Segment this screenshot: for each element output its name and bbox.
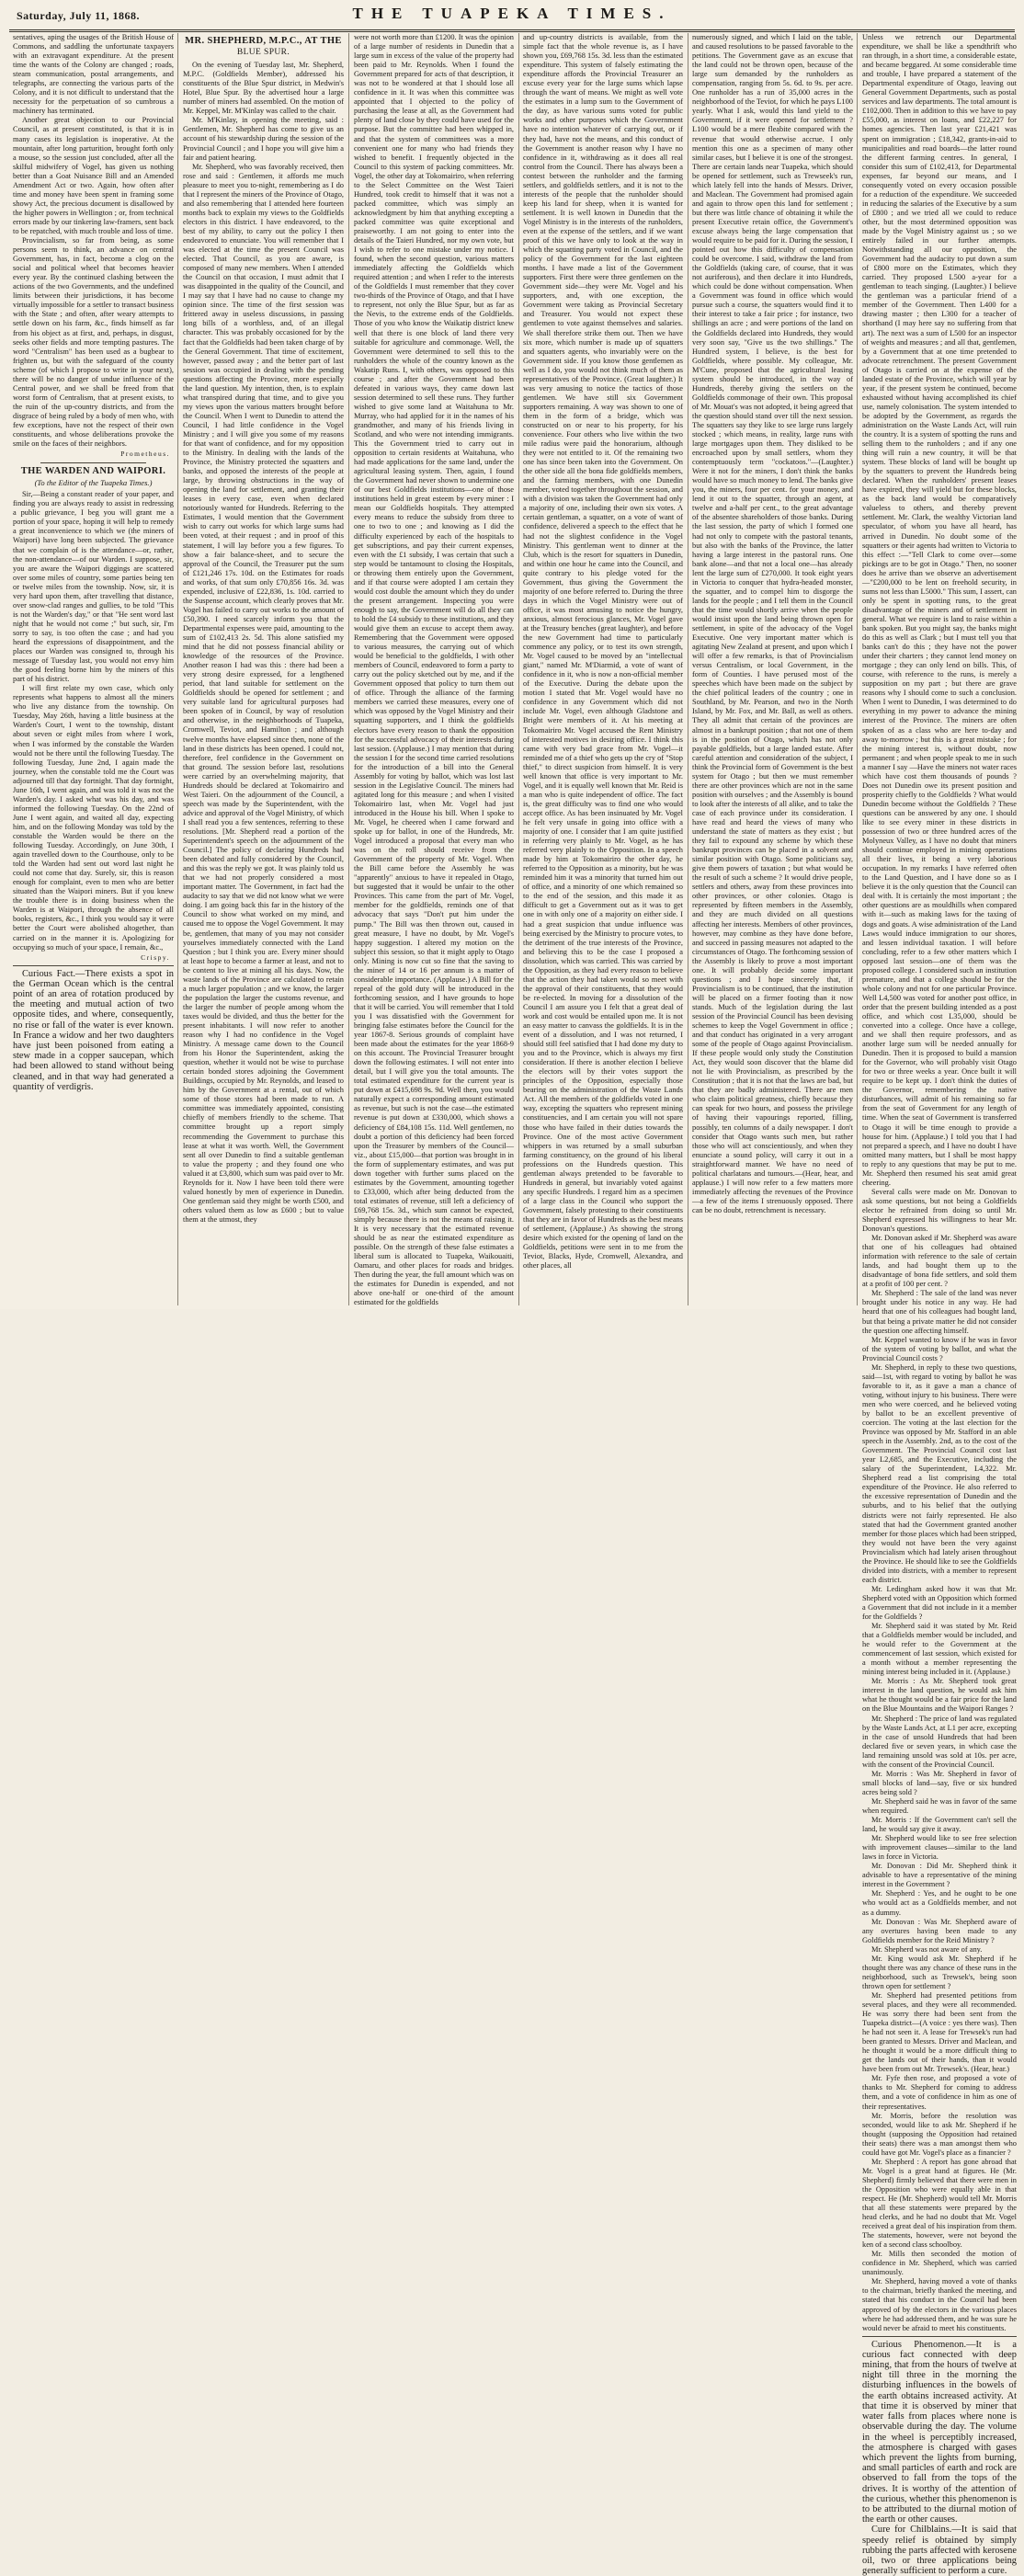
- article-paragraph: Mr. Mills then seconded the motion of confidence in Mr. Shepherd, which was carried unanimously.: [862, 2250, 1017, 2277]
- article-paragraph: Mr. Shepherd : The price of land was regulated by the Waste Lands Act, at L1 per acre, excepting in the case of unsold Hundreds that had been declared five or seven years, in which case the land remaining unsold was sold at 10s. per acre, with the consent of the Provincial Council.: [862, 1714, 1017, 1769]
- article-paragraph: Mr. Morris : Was Mr. Shepherd in favor of small blocks of land—say, five or six hundred acres being sold ?: [862, 1769, 1017, 1796]
- letter-subheading: (To the Editor of the Tuapeka Times.): [34, 478, 153, 488]
- article-paragraph: and up-country districts is available, from the simple fact that the whole revenue is, as I have shown you, £69,768 15s. 3d. less than the estimated expenditure. This system of falsely estimating the expenditure affords the Provincial Treasurer an excuse every year for the large sums which lapse through the want of means. We might as well vote the estimates in a lump sum to the Government of the day, as have various sums voted for public works and other purposes which the Government have no intention whatever of carrying out, or if they had, have not the means, and this conduct of the Government is another reason why I have no confidence in it, withdrawing as it does all real control from the Council. There has always been a contest between the runholder and the farming settlers, and goldfields settlers, and it is not to the interests of the people that the runholder should keep his land for sheep, when it is wanted for settlement. It is well known in Dunedin that the Vogel Ministry is in the interests of the runholders, even at the expense of the settlers, and if we want proof of this we have only to look at the way in which the squatting party voted in Council, and the policy of the Government for the last eighteen months. I have made a list of the Government supporters. First there were three gentlemen on the Government side—they were Mr. Vogel and his supporters, and, with one exception, the Government were taking as Provincial Secretary and Treasurer. You would not expect these gentlemen to vote against themselves and salaries. We shall therefore strike them out. Then we have six more, which number is made up of squatters and squatters agents, who invariably were on the Government side. If you know those gentlemen as well as I do, you would not think much of them as representatives of the Province. (Great laughter.) It was very amusing to notice the tactics of those gentlemen. We have still six Government supporters remaining. A way was shown to one of them in the form of a bridge, which was constructed on or near to his property, for his convenience. Four others who live within the two mile radius were paid the honorarium, although they were not entitled to it. Of the remaining two one has since been taken into the Government. On the other side all the bona fide goldfields members, and the farming members, with one Dunedin member, voted together throughout the session, and with a division was taken the Government had only a majority of one, including their own six votes. A certain gentleman, a squatter, on a vote of want of confidence, delivered a speech to the effect that he had not the slightest confidence in the Vogel Ministry. This gentleman went to dinner at the Club, which is the resort for squatters in Dunedin, and within one hour he came into the Council, and quite contrary to his pledge voted for the Government, thus giving the Government the majority of one before referred to. During the three days in which the Vogel Ministry were out of office, it was most amusing to notice the hungry, anxious, almost ferocious glances, Mr. Vogel gave at the Treasury benches (great laughter), and before the new Government had time to particularly commence any policy, or to test its own strength, Mr. Vogel caused to be moved by an "intellectual giant," named Mr. M'Diarmid, a vote of want of confidence in it, who is now a non-official member of the Executive. During the debate upon the motion I stated that Mr. Vogel would have no confidence in any Government which did not include Mr. Vogel, even although Gladstone and Bright were members of it. At his meeting at Tokomairiro Mr. Vogel accused the Rent Ministry of interested motives in desiring office. I think this came with very bad grace from Mr. Vogel—it reminded me of a thief who gets up the cry of "Stop thief," to direct suspicion from himself. It is very well known that office is very important to Mr. Vogel, and it is equally well known that Mr. Reid is a man who is quite independent of office. The fact is, the great difficulty was to find one who would accept office. As has been insinuated by Mr. Vogel he felt very unsafe in going into office with a majority of one. I consider that I am quite justified in referring very plainly to Mr. Vogel, as he has referred very plainly to the Opposition. In a speech made by him at Tokomairiro the other day, he referred to the Opposition as a minority, but he was reminded him it was a minority that turned him out of office, and a minority of one which remained so to the end of the session, and this made it as difficult to get a Government out as it was to get one in with only one of a majority on either side. I had a great suspicion that undue influence was being exercised by the Ministry to procure votes, to the detriment of the true interests of the Province, and believing this to be the case I proposed a dissolution, which was carried. This was carried by the Opposition, as they had every reason to believe that the action they had taken would so meet with the approval of their constituents, that they would be re-elected. In moving for a dissolution of the Council I am assure you I felt that a great deal of work and cost would be entailed upon me. It is not an easy matter to canvass the goldfields. It is in the event of a dissolution, and I was not returned, I should still feel satisfied that I had done my duty to you and to the Province, which is always my first consideration. If there is another election I believe the electors will by their votes support the principles of the Opposition, especially those bearing on the administration of the Waste Lands Act. All the members of the goldfields voted in one way, excepting the squatters who represent mining constituencies, and I am certain you will not spare those who have failed in their duties towards the Province. One of the most active Government whippers in was returned by a small suburban farming constituency, on the ground of his liberal professions on the Hundreds question. This gentleman always pretended to be favorable to Hundreds in general, but invariably voted against any specific Hundreds. I regard him as a specimen of a large class in the Council who support the Government, falsely protesting to their constituents that they are in favor of Hundreds as the best means of settlement, (Applause.) As showing the strong desire which existed for the opening of land on the Goldfields, petitions were sent in to me from the Teviot, Blacks, Hyde, Cromwell, Alexandra, and other places, all: [523, 33, 683, 1271]
- column-2: [183, 33, 344, 1305]
- column-3: [354, 33, 514, 1305]
- curious-fact-paragraph: Curious Fact.—There exists a spot in the German Ocean which is the central point of an area of rotation produced by the meeting and mutual action of two opposite tides, and where, consequently, no rise or fall of the water is ever known. In France a widow and her two daughters have just been poisoned from eating a stew made in a copper saucepan, which had been allowed to stand without being cleaned, and in that way had generated a quantity of verdigris.: [13, 968, 174, 1092]
- article-paragraph: sentatives, aping the usages of the British House of Commons, and saddling the unfortunate taxpayers with an extravagant expenditure. At the present time the wants of the Colony are changed ; roads, steam communication, postal arrangements, and telegraphs, are connecting the various parts of the Colony, and it is not difficult to understand that the necessity for the perpetuation of so cumbrous a machinery has terminated.: [13, 33, 174, 116]
- section-rule: [862, 2336, 1017, 2337]
- article-paragraph: were not worth more than £1200. It was the opinion of a large number of residents in Dunedin that a large sum in excess of the value of the property had been paid to Mr. Reynolds. When I found the Government prepared for acts of that description, it was not to be wondered at that I should lose all confidence in it. It was when this committee was appointed that I objected to the policy of purchasing the lease at all, as the Government had plenty of land close by they could have used for the purpose. But the committee had been whipped in, and that the system of committees was a more convenient one for many who had friends they wished to benefit. I frequently objected in the Council to this system of packing committees. Mr. Vogel, the other day at Tokomairiro, when referring to the Select Committee on the West Taieri Hundred, took credit to himself that it was not a packed committee, which was simply an acknowledgment by him that anything excepting a packed committee was quite exceptional and praiseworthy. I am not going to enter into the details of the Taieri Hundred, nor my own vote, but I wish to refer to one mistake under my notice. I found, when the second question, various matters immediately affecting the Goldfields which required attention ; and when I refer to the interests of the Goldfields I must remember that they cover two-thirds of the Province of Otago, and that I have to represent, not only the Blue Spur, but as far as the Nevis, to the extreme ends of the Goldfields. Those of you who know the Waikatip district knew well that there is one block of land there very suitable for agriculture and commonage. Well, the Government were determined to sell this to the runholders the whole of the country known as the Wakatip Runs. I, with others, was opposed to this course ; and after the Government had been defeated in various ways, they came down last session determined to sell these runs. They further wished to give some land at Waitahuna to Mr. Murray, who had applied for it in the names of his grandmother, and many of his friends living in Scotland, and who were not intending immigrants. This the Government tried to carry out in opposition to certain residents at Waitahuna, who had made applications for the same land, under the agricultural leasing system. Then, again, I found the Government had never shown to undermine one of our best Goldfields institutions—one of those institutions held in great esteem by every miner : I mean our Goldfields hospitals. They attempted every means to reduce the subsidy from three to one to two to one ; and knowing as I did the difficulty experienced by each of the hospitals to get subscriptions, and pay their current expenses, even with the £1 subsidy, I was certain that such a step would be tantamount to closing the Hospitals, or throwing them entirely upon the Government, and if that course were adopted I am certain they would cost double the amount which they do under the present arrangement. Inspecting you were enough to say, the Government will do all they can to hold the £4 subsidy to these institutions, and they would give them an excuse to accept them away. Remembering that the Government were opposed to various measures, the carrying out of which would be beneficial to the goldfields, I with other members of Council, endeavored to form a party to carry out the policy sketched out by me, and if the Government opposed that policy to turn them out of office. Through the alliance of the farming members we carried these measures, every one of which was opposed by the Vogel Ministry and their squatting supporters, and I think the goldfields electors have every reason to thank the opposition for the successful advocacy of their interests during last session. (Applause.) I may mention that during the session I for the second time carried resolutions for the introduction of a bill into the General Assembly for voting by ballot, which was lost last session in the Legislative Council. The miners had agitated long for this measure ; and when I visited Tokomairiro last, when Mr. Vogel had just introduced in the House his bill. When I spoke to Mr. Vogel, he cheered when I came forward and spoke up for ballot, in one of the Hundreds, Mr. Vogel introduced a proposal that every man who was on the roll should receive from the Government of the property of Mr. Vogel. When the Bill came before the Assembly he was "apparently" anxious to have it repealed in Otago, but suggested that it would be unfair to the other Provinces. This came from the part of Mr. Vogel, member for the goldfields, reminds one of that advocacy that says "Don't put him under the pump." The Bill was then thrown out, caused in great measure, I have no doubt, by Mr. Vogel's happy suggestion. I altered my motion on the subject this session, so that it might apply to Otago only. Mining is now cut so fine that the saving to the miner of 14 or 16 per annum is a matter of considerable importance. (Applause.) A Bill for the repeal of the gold duty will be introduced in the forthcoming session, and I have grounds to hope that it will be carried. You will remember that I told you I was dissatisfied with the Government for bringing false estimates before the Council for the year 1867-8. Serious grounds of complaint have been made about the estimates for the year 1868-9 on this account. The Provincial Treasurer brought down the following estimates. I will not enter into detail, but I will give you the total amounts. The total estimated expenditure for the current year is put down at £415,698 9s. 9d. Well then, you would naturally expect a corresponding amount estimated as revenue, but such is not the case—the estimated revenue is put down at £330,000, which shows a deficiency of £84,108 15s. 11d. Well gentlemen, no doubt a portion of this deficiency had been forced upon the Treasurer by members of the Council—viz., about £15,000—that portion was brought in in the form of supplementary estimates, and was put down together with further sums placed on the estimates by the Government, amounting together to £33,000, which after being deducted from the total estimates of revenue, still left a deficiency of £69,768 15s. 3d., which sum cannot be expected, simply because there is not the means of raising it. It is very necessary that the estimated revenue should be as near the estimated expenditure as possible. On the strength of these false estimates a liberal sum is allocated to Tuapeka, Waikouaiti, Oamaru, and other places for roads and bridges. Then during the year, the full amount which was on the estimates for Dunedin is expended, and not above one-half or one-third of the amount estimated for the goldfields: [354, 33, 515, 1307]
- column-divider: [177, 33, 178, 1305]
- section-rule: [13, 965, 174, 966]
- article-paragraph: Mr. Morris, before the resolution was seconded, would like to ask Mr. Shepherd if he thought (supposing the Opposition had retained their seats) there was a man amongst them who could have got Mr. Vogel's place as a financier ?: [862, 2111, 1017, 2157]
- letter-signature: Crispy.: [141, 952, 170, 962]
- article-paragraph: Mr. Shepherd, who was favorably received, then rose and said : Gentlemen, it affords me much pleasure to meet you to-night, remembering as I do that I represent the miners of the Province of Otago, and also remembering that I attended here fourteen months back to explain my views to the Goldfields electors in this district. I have endeavored, to the best of my ability, to carry out the policy I then endeavored to enunciate. You will remember that I was elected at the time the present Council was elected. That Council, as you are aware, is composed of many new members. When I attended the Council on that occasion, I must admit that I was disappointed in the quality of the Council, and I may say that I have had no cause to change my opinion since. The time of the first session was frittered away in useless discussions, in passing long bills of a worthless, and, of an illegal character. This was probably occasioned for by the fact that the Goldfields had been taken charge of by the General Government. That time of excitement, however, passed away ; and the better part of last session was occupied in dealing with the pending questions affecting the Province, more especially the land question. My intention, then, is to explain what transpired during that time, and to give you my views upon the various matters brought before the Council. When I went to Dunedin to attend the Council, I had little confidence in the Vogel Ministry ; and I will give you some of my reasons for that want of confidence, and for my opposition to the Ministry. In dealing with the lands of the Province, the Ministry protected the squatters and banks, and opposed the interests of the people at large, by throwing obstructions in the way of opening the land for settlement, and granting their leases in every case, even when declared notoriously wanted for Hundreds. Referring to the Estimates, I would mention that the Government wish to carry out works for which large sums had been voted, at their request ; and in proof of this statement, I will lay before you a few figures. To show a fair balance-sheet, and to secure the approval of the Council, the Treasurer put the sum of £121,246 17s. 10d. on the Estimates for roads and works, of that sum only £70,856 16s. 3d. was expended, inclusive of £22,836, 1s. 10d. carried to the Suspense account, which clearly proves that Mr. Vogel has failed to carry out works to the amount of £50,390. I need scarcely inform you that the Departmental expenses were paid, amounting to the sum of £102,413 2s. 5d. This alone satisfied my mind that he did not possess financial ability or knowledge of the resources of the Province. Another reason I had was this : there had been a very strong desire expressed, for a lengthened period, that land suitable for settlement on the Goldfields should be opened for settlement ; and very suitable land for agricultural purposes had been spoken of in Council, by way of resolution and otherwise, in the neighborhoods of Tuapeka, Cromwell, Teviot, and Hamilton ; and although twelve months have elapsed since then, none of the land in these districts has been opened. I could not, therefore, feel confidence in the Government on that ground. The session before last, resolutions were carried by an overwhelming majority, that Hundreds should be declared at Tokomairiro and West Taieri. On the adjournment of the Council, a speech was made by the Superintendent, with the advice and approval of the Vogel Ministry, of which I shall read you a few sentences, referring to these resolutions. [Mr. Shepherd read a portion of the Superintendent's speech on the adjournment of the Council.] The policy of declaring Hundreds had been debated and fully considered by the Council, and this was the reply we got. It was plainly told us that we had not properly considered a most important matter. The Government, in fact had the audacity to say that we did not know what we were doing. I am going back this far in the history of the Council to show what worked on my mind, and caused me to oppose the Vogel Government. It may be, gentlemen, that many of you may not consider yourselves immediately connected with the Land Question ; but I think you are. Every miner should at least hope to become a farmer at least, and not to be content to live at mining all his days. Now, the waste lands of the Province are calculated to retain a much larger population ; and we know, the larger the population the larger the customs revenue, and the larger the number of people among whom the taxes would be divided, and thus the better for the present inhabitants. I will now refer to another reason why I had no confidence in the Vogel Ministry. A message came down to the Council from his Honor the Superintendent, asking the question, whether it would not be wise to purchase certain bonded stores adjoining the Government Buildings, occupied by Mr. Reynolds, and leased to him by the Government at a rental, out of which some of those stores had been made to run. A committee was immediately appointed, consisting chiefly of members friendly to the scheme. That committee brought up a report simply recommending the Government to purchase this lease at what it was worth. Well, the Government sent all over Dunedin to find a suitable gentleman to value the property ; and they found one who valued it at £3,800, which sum was paid over to Mr. Reynolds for it. Now I have been told there were valued honestly by men of experience in Dunedin. One gentleman said they might be worth £500, and others valued them as low as £600 ; but to value them at the utmost, they: [183, 162, 344, 1224]
- masthead: [9, 2, 1015, 30]
- article-paragraph: Another great objection to our Provincial Council, as at present constituted, is that it is in many cases its legislation is inoperative. At the mountain, after long parturition, brought forth only a mouse, so the session just concluded, after all the skilful midwifery of Vogel, has given us nothing better than a Goat Nuisance Bill and an Amended Amendment Act or two. Again, how often after time and money have been spent in framing some showy Act, the precious document is disallowed by the higher powers in Wellington ; or, from technical errors made by our tinkering law-framers, sent back to be repatched, with much trouble and loss of time.: [13, 116, 174, 235]
- column-5: [692, 33, 853, 1305]
- article-paragraph: Mr. Shepherd : Yes, and he ought to be one who would act as a Goldfields member, and not as a dummy.: [862, 1889, 1017, 1917]
- article-paragraph: On the evening of Tuesday last, Mr. Shepherd, M.P.C. (Goldfields Member), addressed his constituents of the Blue Spur district, in Medwin's Hotel, Blue Spur. By the advertised hour a large number of miners had assembled. On the motion of Mr. Keppel, Mr. M'Kinlay was called to the chair.: [183, 61, 344, 116]
- article-paragraph: Mr. Shepherd : A report has gone abroad that Mr. Vogel is a great hand at figures. He (Mr. Shepherd) firmly believed that there were men in the Opposition who were equally able in that respect. He (Mr. Shepherd) would tell Mr. Morris that all these statements were prepared by the head clerks, and he had no doubt that Mr. Vogel received a great deal of his inspiration from them. The statements, however, were not beyond the ken of a second class schoolboy.: [862, 2157, 1017, 2250]
- chilblains-cure-paragraph: Cure for Chilblains.—It is said that speedy relief is obtained by simply rubbing the parts affected with kerosene oil, two or three applications being generally sufficient to perform a cure.: [862, 2525, 1017, 2576]
- article-paragraph: Mr. Donovan : Did Mr. Shepherd think it advisable to have a representative of the mining interest in the Government ?: [862, 1862, 1017, 1889]
- article-paragraph: Mr. Fyfe then rose, and proposed a vote of thanks to Mr. Shepherd for coming to address them, and a vote of confidence in him as one of their representatives.: [862, 2074, 1017, 2111]
- article-paragraph: Mr. Shepherd, having moved a vote of thanks to the chairman, briefly thanked the meeting, and stated that his conduct in the Council had been approved of by the electors in the various places where he had addressed them, and he was sure he would never be afraid to meet his constituents.: [862, 2277, 1017, 2332]
- column-1: [13, 33, 174, 1305]
- article-paragraph: Mr. King would ask Mr. Shepherd if he thought there was any chance of these runs in the neighborhood, such as Trewsek's, being soon thrown open for settlement ?: [862, 1954, 1017, 1990]
- masthead-double-rule: [9, 31, 1015, 32]
- column-4: [523, 33, 683, 1305]
- article-paragraph: Mr. Shepherd : The sale of the land was never brought under his notice in any way. He had heard that one of his colleagues had bought land, but that being a private matter he did not consider the question one affecting himself.: [862, 1289, 1017, 1335]
- article-paragraph: Mr. Shepherd said it was stated by Mr. Reid that a Goldfields member would be included, and he would refer to the Government at the commencement of last session, which existed for a month without a member representing the mining interest being included in it. (Applause.): [862, 1622, 1017, 1677]
- column-divider: [348, 33, 349, 1305]
- article-paragraph: Mr. Keppel wanted to know if he was in favor of the system of voting by ballot, and what the Provincial Council costs ?: [862, 1335, 1017, 1362]
- article-paragraph: Mr. Shepherd had presented petitions from several places, and they were all recommended. He was sorry there had been sent from the Tuapeka district—(A voice : yes there was). Then he had not seen it. A lease for Trewsek's run had been granted to Messrs. Driver and Maclean, and he thought it would be a more difficult thing to get the lands out of their hands, than it would have been from out Mr. Trewsek's. (Hear, hear.): [862, 1990, 1017, 2074]
- letter-paragraph: Sir,—Being a constant reader of your paper, and finding you are always ready to assist in redressing a public grievance, I beg you will grant me a portion of your space, hoping it will help to remedy a great inconvenience to which we (the miners of Waipori) have long been subjected. The grievance that we complain of is the attendance—or, rather, the non-attendance—of our Warden. I suppose, sir, you are aware the Waipori diggings are scattered over some miles of country, some parties being ten or twelve miles from the township. Now, sir, it is very hard upon them, after travelling that distance, over snow-clad ranges and gullies, to be told "This is not the Warden's day," or that "He sent word last night that he would not come ;" but such, sir, I'm sorry to say, is too often the case ; and had you heard the expressions of disappointment, and the places our Warden was consigned to, through his message of Tuesday last, you would not envy him the good feeling borne him by the miners of this part of his district.: [13, 490, 174, 684]
- article-headline: MR. SHEPHERD, M.P.C., AT THE: [185, 36, 342, 46]
- article-paragraph: Mr. Shepherd said he was in favor of the same when required.: [862, 1796, 1017, 1815]
- column-6: [862, 33, 1017, 2576]
- article-paragraph: Mr. Morris : As Mr. Shepherd took great interest in the land question, he would ask him what he thought would be a fair price for the land on the Blue Mountains and the Waipori Ranges ?: [862, 1677, 1017, 1714]
- article-paragraph: Several calls were made on Mr. Donovan to ask some questions, but not being a Goldfields elector he refrained from doing so until Mr. Shepherd expressed his willingness to hear Mr. Donovan's questions.: [862, 1187, 1017, 1234]
- column-divider: [857, 33, 858, 1305]
- article-paragraph: numerously signed, and which I laid on the table, and caused resolutions to be passed favorable to the petitions. The Government gave as an excuse that the land could not be thrown open, because of the large sum demanded by the runholders as compensation, ranging from 5s. 6d. to 9s. per acre. One runholder has a run of 35,000 acres in the neighborhood of the Teviot, for which he pays L100 yearly. What I ask, would this land yield to the Government, if it were opened for settlement ? L100 would be a mere fleabite compared with the revenue that would otherwise accrue. I only mention this one as a specimen of many other similar cases, but I believe it is one of the strongest. There are certain lands near Tuapeka, which should be opened for settlement, such as Trewseek's run, which lately fell into the hands of Messrs. Driver, and Maclean. The Government had promised again and again to throw open this land for settlement ; but there was little chance of obtaining it while the present Executive retain office, the Government's excuse always being the large compensation that would require to be paid for it. During the session, I pointed out how this difficulty of compensation could be overcome. I said, withdraw the land from the Goldfields (taking care, of course, that it was not auriferous), and then declare it into Hundreds, which could be done without compensation. When a Government was found in office which would pursue such a course, the squatters would find it to their interest to take a fair price ; for instance, two shillings an acre ; and were portions of the land on the Goldfields declared into Hundreds, they would very soon say, "Give us the two shillings." The Hundred system, I believe, is the best for Goldfields, where possible. My colleague, Mr. M'Cune, proposed that the agricultural leasing system should be introduced, in the way of Hundreds, thereby giving the settlers on the Goldfields commonage of their own. This proposal of Mr. Mouat's was not adopted, it being agreed that the question should stand over till the next session. The squatters say they like to see large runs largely stocked ; which means, in reality, large runs with large mortgages upon them. They disliked to be encroached upon by small settlers, whom they contemptuously term "cockatoos."—(Laughter.) Were it not for the miners, I don't think the banks would have so much money to lend. The banks give you, the miners, four per cent. for your money, and lend it out to the squatter, through an agent, at twelve and a-half per cent., to the great advantage of the absentee shareholders of those banks. During the last session, the party of which I formed one had not only to compete with the pastoral tenants, but also with the banks of the Province, the latter having a large interest in the pastoral runs. One bank alone—and that not a local one—has already lent the large sum of £270,000. It took eight years in Victoria to conquer that hydra-headed monster, the squatter, and to compel him to disgorge the lands for the people ; and I tell them in the Council that the time would shortly arrive when the people would insist upon the land being thrown open for settlement, in spite of the advocacy of the Vogel Executive. One very important matter which is agitating New Zealand at present, and upon which I will offer a few remarks, is that of Provincialism versus Centralism, or local Government, in the form of Counties. I have perused most of the speeches which have been made on the subject by the chief political leaders of the country ; one in Southland, by Mr. Pearson, and two in the North Island, by Mr. Fox, and Mr. Ball, as well as others. They all admit that certain of the provinces are almost in a bankrupt position ; that not one of them is in the position of Otago, which has not only payable goldfields, but a large landed estate. After careful attention and consideration of the subject, I think the Provincial form of Government is the best system for Otago ; but then we must remember there are other provinces which are not in the same position with ourselves ; and the Assembly is bound to look after the interests of all alike, and to take the case of each province under its consideration. I have read and heard the views of many who understand the state of matters as they exist ; but they fail to expound any scheme by which these bankrupt provinces can be placed in a solvent and similar position with Otago. Some politicians say, give them powers of taxation ; but what would be the result of such a scheme ? It would drive people, settlers and others, away from these provinces into other provinces, or other colonies. Otago is represented by fifteen members in the Assembly, and they are much divided on all questions affecting her interests. Members of other provinces, however, may combine as they have done before, and succeed in passing measures not adapted to the circumstances of Otago. The forthcoming session of the Assembly is likely to prove a most important one. It will probably decide some important questions ; and I hope sincerely that, if Provincialism is to be continued, that the institution will be placed on a firmer footing than it now stands. Much of the legislation during the last session of the Provincial Council has been devising schemes to keep the Vogel Government in office ; and that conduct has originated in a very arrogant some of the people of Otago against Provincialism. If these people would only study the Constitution Act, they would soon discover that the blame did not lie with Provincialism, as prescribed by the Constitution ; that it is not that the laws are bad, but that they are badly administered. There are men who claim political greatness, chiefly because they can speak for two hours, and possess the privilege of having their vapourings reported, filling, possibly, ten columns of a daily newspaper. I don't consider that Otago wants such men, but rather those who will act conscientiously, and when they enunciate a sound policy, will carry it out in a straightforward manner. We have no need of political charlatans and tumours.—(Hear, hear, and applause.) I will now refer to a few matters more immediately affecting the revenues of the Province—a few of the items I strenuously opposed. There can be no doubt, retrenchment is necessary.: [692, 33, 853, 1214]
- column-divider: [518, 33, 519, 1305]
- article-paragraph: Mr. Ledingham asked how it was that Mr. Shepherd voted with an Opposition which formed a Government that did not include in it a member for the Goldfields ?: [862, 1584, 1017, 1622]
- article-headline-line-2: BLUE SPUR.: [236, 48, 290, 58]
- article-paragraph: Mr. Donovan : Was Mr. Shepherd aware of any overtures having been made to any Goldfields member for the Reid Ministry ?: [862, 1917, 1017, 1944]
- letter-paragraph: I will first relate my own case, which only represents what happens to almost all the miners who live any distance from the township. On Tuesday, May 26th, having a little business at the Warden's Court, I went to the township, distant about seven or eight miles from where I work, when I was informed by the constable the Warden would not be there until the following Tuesday. The following Tuesday, June 2nd, I again made the journey, when the constable told me the Court was adjourned till that day fortnight. That day fortnight, June 16th, I went again, and was told it was not the Warden's day. I asked what was his day, and was informed the following Tuesday. On the 22nd of June I went again, and waited all day, expecting him, and on the following Monday was told by the constable the Warden would be there on the following Tuesday. Accordingly, on June 30th, I again travelled down to the Courthouse, only to be told the Warden had sent out word last night he could not come that day. Surely, sir, this is reason enough for complaint, even to men who are better situated than the Waipori miners. But if you knew the trouble there is in doing business when the Warden is at Waipori, through the absence of all books, registers, &c., I think you would say it were better the Court were abolished altogether, than carried on in the manner it is. Apologizing for occupying so much of your space, I remain, &c.,: [13, 684, 174, 952]
- article-paragraph: Mr. M'Kinlay, in opening the meeting, said : Gentlemen, Mr. Shepherd has come to give us an account of his stewardship during the session of the Provincial Council ; and I hope you will give him a fair and patient hearing.: [183, 116, 344, 162]
- issue-date: Saturday, July 11, 1868.: [17, 9, 141, 22]
- section-rule: [40, 462, 146, 463]
- letter-headline: THE WARDEN AND WAIPORI.: [20, 466, 166, 477]
- article-paragraph: Mr. Shepherd would like to see free selection with improvement clauses—similar to the land laws in force in Victoria.: [862, 1834, 1017, 1862]
- letter-signature: Prometheus.: [120, 450, 170, 459]
- article-paragraph: Mr. Donovan asked if Mr. Shepherd was aware that one of his colleagues had obtained information with reference to the sale of certain lands, and had bought them up to the disadvantage of bona fide settlers, and sold them at a profit of 100 per cent. ?: [862, 1234, 1017, 1289]
- article-paragraph: Mr. Morris : If the Government can't sell the land, he would say give it away.: [862, 1816, 1017, 1834]
- article-paragraph: Mr. Shepherd was not aware of any.: [871, 1944, 983, 1954]
- article-paragraph: Unless we retrench our Departmental expenditure, we shall be like a spendthrift who ran through, in a short time, a considerable estate, and became beggared. At some considerable time and trouble, I have prepared a statement of the Departmental expenditure of Otago, leaving out General Government Departments, such as postal services and law departments. The total amount is £102,000. Then in addition to this we have to pay £55,000, as interest on loans, and £22,227 for homes agencies. Then last year £21,421 was spent on immigration ; £18,342, grants-in-aid to municipalities and road boards—the latter round the different farming centres. In general, I consider this sum of £102,413, for Departmental expenses, far beyond our means, and I consequently voted on every occasion possible for a reduction of the expenditure. We succeeded in reducing the salaries of the Executive by a sum of £800 ; and we tried all we could to reduce other, but the most determined opposition was made by the Vogel Ministry against us ; so we entirely failed in our further attempts. Notwithstanding all our opposition, the Government had the audacity to put down a sum of £800 more on the Estimates, which they carried. They proposed L500 a-year for a gentleman to teach singing. (Laughter.) I believe the gentleman was a particular friend of a member of the Government. Then L400 for a drawing master ; then L300 for a teacher of shorthand (I may here say no suffering from that art). The next was a sum of L500 for an inspector of weights and measures ; and all that, gentlemen, by a Government that at one time pretended to advocate retrenchment. The present Government of Otago is carried on at the expense of the landed estate of the Province, which will year by year, if the present system be continued, become exhausted without having accomplished its chief use, namely colonisation. The system intended to be adopted by the Government, as regards the administration on the Waste Lands Act, will ruin the country. It is a system of spotting the runs and selling them to the runholders ; and if any one thing will ruin a new country, it will be that system. These blocks of land will be bought up by the squatters to prevent the Hundreds being declared. When the runholders' present leases have expired, they will yield but for these blocks, as the back land would be comparatively valueless to others, and thereby prevent settlement. Mr. Clark, the wealthy Victorian land speculator, of whom you have all heard, has arrived in Dunedin. No doubt some of the squatters or their agents had written to Victoria to this effect :—"Tell Clark to come over—some pickings are to be got in Otago." Then, no sooner does he arrive than we observe an advertisement —"£200,000 to be lent on freehold security, in sums not less than L5000." This sum, I assert, can only be spent in spotting runs, to the great disadvantage of the miners and of settlement in general. What we require is land to raise within a bank spoken. But you might say, the banks might do this as well as Clark ; but I must tell you that banks can't do this ; they have not the power under their charters ; they cannot lend money on mortgage ; they can only lend on bills. This, of course, with reference to the runs, is merely a supposition on my part ; but there are grave reasons why I should come to such a conclusion. When I went to Dunedin, I was determined to do everything in my power to advance the mining interest of the Province. The miners are often spoken of as a class who are here to-day and away to-morrow ; but this is a great mistake ; for the mining interest is, without doubt, now permanent ; and when people speak to me in such a manner I say —Have the miners not water races which have cost them thousands of pounds ? Does not Dunedin owe its present position and prosperity chiefly to the Goldfields ? What would Dunedin become without the Goldfields ? These questions can be answered by any one. I should like to see every miner in these districts in possession of two or three hundred acres of the Molyneux Valley, as I have no doubt that miners should continue employed in mining operations all their lives, it being a very laborious occupation. In my remarks I have referred often to the Land Question, and I have done so as I believe it is the only question that the Council can deal with. It is certainly the most important ; the other questions are as mouldhills when compared with it—such as making laws for the taxing of dogs and goats. A wise administration of the Land Laws would induce immigration to our shores, and lessen individual taxation. I will before concluding, refer to a few other matters which I opposed last session—one of them was the proposed college. I considered such an institution premature, and that a college should be for the whole colony and not for one particular Province. Well L4,500 was voted for another post office, in order that the present building intended as a post office, and which cost L35,000, should be converted into a college. Once have a college, and we shall then require professors, and as another large sum will be needed annually for Dunedin. Then it is proposed to build a mansion for the Governor, who will probably visit Otago for two or three weeks a year. Once built it will require to be kept up. I don't think the duties of the Governor, remembering the native disturbances, will admit of his remaining so far from the seat of Government for any length of time. When the seat of Government is transferred to Otago it will be time enough to provide a house for him. (Applause.) I told you that I had not prepared a speech, and I have no doubt I have omitted many matters, but I shall be most happy to reply to any questions that may be put to me. Mr. Shepherd then resumed his seat amid great cheering.: [862, 33, 1017, 1187]
- newspaper-title: THE TUAPEKA TIMES.: [352, 5, 672, 22]
- article-paragraph: Provincialism, so far from being, as some persons seem to think, an advance on central Government, has, in fact, become a clog on the social and political wheel that becomes heavier every year. By the continued clashing between the actions of the two Governments, and the undefined limits between their jurisdictions, it has become virtually impossible for a settler to transact business with the State ; and often, after weary attempts to settle down on his farm, &c., finds himself as far from his object as at first, and, perhaps, in disgust, seeks other fields and more tempting pastures. The word "Centralism" has been used as a bugbear to frighten us, but with the safeguard of the county scheme (of which I propose to write in your next), there will be no danger of undue influence of the Central power, and we shall be freed from that worst form of Centralism, that at present exists, to the ruin of the up-country districts, and from the disgrace of being ruled by a body of men who, with few exceptions, have not the respect of their own constituents, and whose deliberations provoke the smile on the faces of their neighbors.: [13, 236, 174, 449]
- curious-phenomenon-paragraph: Curious Phenomenon.—It is a curious fact connected with deep mining, that from the hours of twelve at night till three in the morning the disturbing influences in the bowels of the earth obtains increased activity. At that time it is observed by miner that water falls from places where none is observable during the day. The volume in the wheel is perceptibly increased, the atmosphere is charged with gases which prevent the lights from burning, and small particles of earth and rock are observed to fall from the tops of the drives. It is worthy of the attention of the curious, whether this phenomenon is to be attributed to the diurnal motion of the earth or other causes.: [862, 2339, 1017, 2525]
- article-paragraph: Mr. Shepherd, in reply to these two questions, said—1st, with regard to voting by ballot he was favorable to it, as it gave a man a chance of voting, without injury to his business. There were men who were coerced, and he believed voting by ballot to be an excellent preventive of coercion. The voting at the last election for the Province was opposed by Mr. Stafford in an able speech in the Assembly. 2nd, as to the cost of the Government. The Provincial Council cost last year L2,685, and the Executive, including the salary of the Superintendent, L4,322. Mr. Shepherd read a list comprising the total expenditure of the Province. He also referred to the excessive representation of Dunedin and the suburbs, and to his belief that the outlying districts were not fairly represented. He also stated that had the Government granted another member for those places which had been stripped, they would not have been the very against Provincialism which had lately arisen throughout the Province. He should like to see the Goldfields divided into districts, with a member to represent each district.: [862, 1362, 1017, 1584]
